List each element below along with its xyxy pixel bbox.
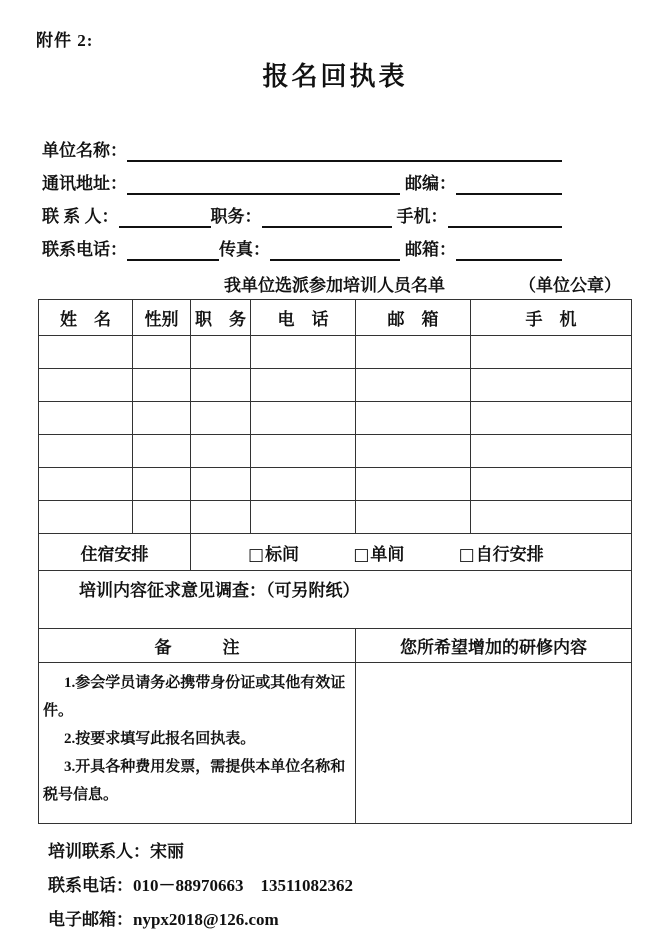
roster-empty-cell (471, 369, 632, 402)
phone-row (42, 232, 562, 265)
roster-empty-cell (133, 435, 191, 468)
remark-item: 1.参会学员请务必携带身份证或其他有效证件。 (43, 675, 346, 719)
roster-empty-cell (191, 501, 251, 534)
contact-person-blank-line (119, 226, 211, 228)
remarks-header: 备 注 (39, 629, 356, 663)
roster-empty-cell (251, 369, 356, 402)
accommodation-option-label: 标间 (265, 544, 300, 564)
col-header-gender: 性别 (133, 300, 191, 336)
col-header-email: 邮 箱 (356, 300, 471, 336)
fax-label: 传真： (219, 240, 270, 259)
position-label: 职务： (210, 207, 262, 226)
roster-empty-cell (133, 468, 191, 501)
footer-contact-section (48, 841, 353, 943)
roster-empty-cell (251, 468, 356, 501)
roster-empty-row (39, 435, 632, 468)
roster-empty-cell (356, 435, 471, 468)
roster-empty-cell (251, 435, 356, 468)
unit-info-section (42, 133, 562, 265)
unit-name-blank-line (127, 160, 562, 162)
remarks-header-row (39, 629, 632, 663)
roster-empty-row (39, 468, 632, 501)
roster-empty-cell (356, 402, 471, 435)
roster-header-row (39, 300, 632, 336)
footer-phone-line (48, 875, 353, 896)
roster-empty-row (39, 402, 632, 435)
roster-empty-cell (39, 402, 133, 435)
trainer-contact-name: 宋丽 (150, 842, 184, 861)
col-header-position: 职 务 (191, 300, 251, 336)
remarks-notes-cell (39, 663, 356, 824)
accommodation-option-label: 自行安排 (475, 544, 544, 564)
roster-empty-cell (471, 468, 632, 501)
col-header-name: 姓 名 (39, 300, 133, 336)
accommodation-option-standard (248, 545, 299, 564)
roster-empty-cell (39, 369, 133, 402)
footer-email-label: 电子邮箱： (48, 910, 133, 929)
postcode-label: 邮编： (405, 174, 456, 193)
unit-name-row (42, 133, 562, 166)
position-blank-line (262, 226, 392, 228)
checkbox-icon: □ (248, 544, 265, 565)
roster-empty-cell (191, 435, 251, 468)
accommodation-option-single (353, 545, 404, 564)
seal-note: （单位公章） (519, 276, 621, 295)
roster-empty-cell (356, 468, 471, 501)
trainer-contact-line (48, 841, 353, 862)
roster-empty-cell (133, 402, 191, 435)
roster-empty-cell (133, 336, 191, 369)
roster-empty-cell (471, 336, 632, 369)
accommodation-label: 住宿安排 (39, 534, 191, 571)
col-header-phone: 电 话 (251, 300, 356, 336)
checkbox-icon: □ (353, 544, 370, 565)
roster-body (39, 336, 632, 534)
unit-name-label: 单位名称： (42, 141, 127, 160)
mobile-blank-line (448, 226, 563, 228)
phone-blank-line (127, 259, 219, 261)
email-label: 邮箱： (405, 240, 456, 259)
attachment-label: 附件 2: (36, 31, 94, 50)
roster-empty-cell (191, 468, 251, 501)
footer-phone-value: 010－88970663 13511082362 (133, 876, 354, 895)
remark-item: 2.按要求填写此报名回执表。 (64, 731, 256, 747)
footer-email-value: nypx2018@126.com (133, 910, 279, 929)
accommodation-options (191, 534, 632, 571)
remark-item: 3.开具各种费用发票，需提供本单位名称和税号信息。 (43, 759, 346, 803)
mobile-label: 手机： (396, 207, 448, 226)
roster-empty-cell (471, 402, 632, 435)
trainer-contact-label: 培训联系人： (48, 842, 150, 861)
roster-empty-cell (39, 435, 133, 468)
fax-blank-line (270, 259, 400, 261)
remarks-body-row (39, 663, 632, 824)
roster-empty-row (39, 501, 632, 534)
accommodation-option-self (459, 545, 544, 564)
roster-empty-cell (356, 501, 471, 534)
checkbox-icon: □ (458, 544, 475, 565)
roster-empty-cell (471, 435, 632, 468)
footer-email-line (48, 909, 353, 930)
contact-person-label: 联 系 人： (42, 207, 119, 226)
roster-empty-cell (39, 468, 133, 501)
email-blank-line (456, 259, 562, 261)
roster-empty-cell (133, 501, 191, 534)
roster-table (38, 299, 632, 824)
roster-empty-cell (39, 501, 133, 534)
roster-empty-cell (191, 369, 251, 402)
accommodation-row (39, 534, 632, 571)
survey-label: 培训内容征求意见调查：（可另附纸） (39, 571, 632, 629)
address-label: 通讯地址： (42, 174, 127, 193)
accommodation-option-label: 单间 (370, 544, 405, 564)
roster-empty-cell (191, 402, 251, 435)
roster-empty-cell (356, 336, 471, 369)
roster-empty-cell (191, 336, 251, 369)
roster-empty-cell (251, 501, 356, 534)
wish-content-header: 您所希望增加的研修内容 (356, 629, 632, 663)
page-title: 报名回执表 (262, 62, 408, 91)
roster-empty-cell (39, 336, 133, 369)
roster-empty-cell (251, 402, 356, 435)
contact-person-row (42, 199, 562, 232)
phone-label: 联系电话： (42, 240, 127, 259)
roster-empty-row (39, 336, 632, 369)
address-blank-line (127, 193, 400, 195)
roster-empty-cell (251, 336, 356, 369)
roster-empty-cell (471, 501, 632, 534)
roster-caption-row (38, 271, 631, 296)
address-row (42, 166, 562, 199)
footer-phone-label: 联系电话： (48, 876, 133, 895)
postcode-blank-line (456, 193, 562, 195)
roster-empty-cell (133, 369, 191, 402)
wish-content-cell (356, 663, 632, 824)
col-header-mobile: 手 机 (471, 300, 632, 336)
roster-caption: 我单位选派参加培训人员名单 (224, 276, 445, 295)
roster-empty-row (39, 369, 632, 402)
survey-row (39, 571, 632, 629)
roster-empty-cell (356, 369, 471, 402)
